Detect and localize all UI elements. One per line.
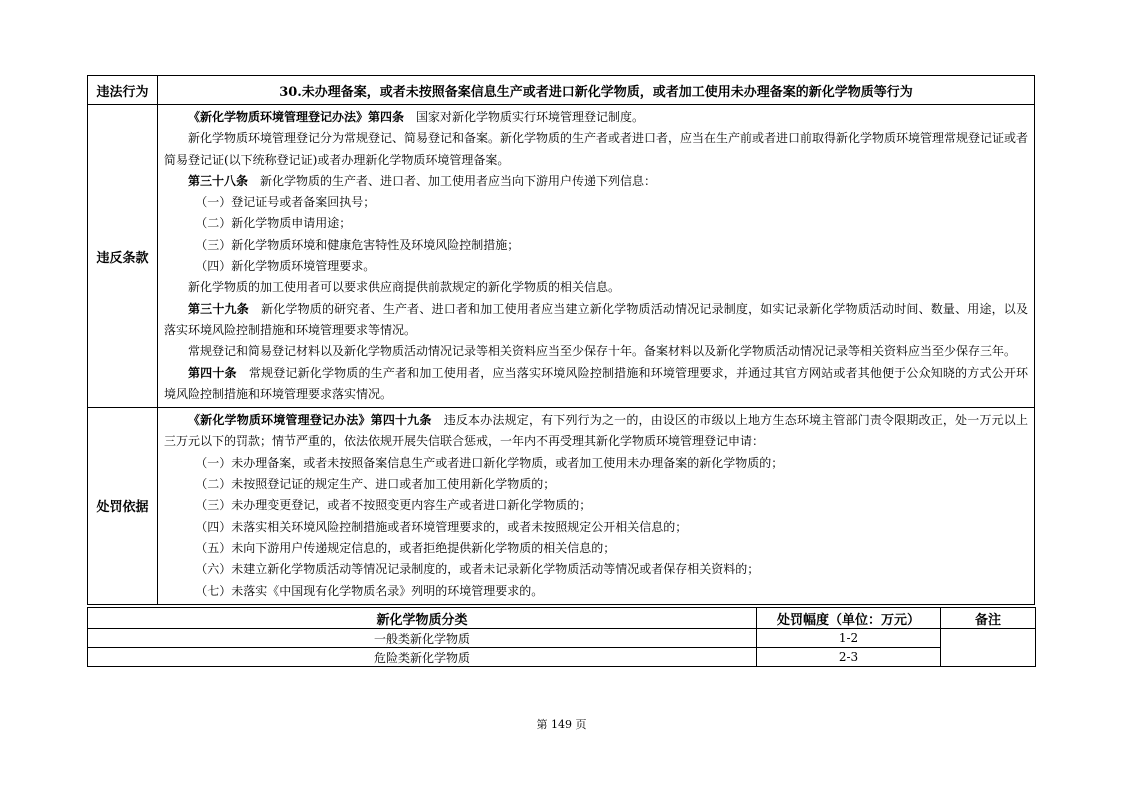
violation-row [88, 105, 1035, 408]
row-note [941, 629, 1036, 667]
article-39-title: 第三十九条 [188, 301, 249, 316]
article-40-title: 第四十条 [188, 365, 237, 380]
penalty-item-2: （二）未按照登记证的规定生产、进口或者加工使用新化学物质的； [195, 477, 556, 492]
header-category: 新化学物质分类 [88, 608, 757, 629]
violation-para-5 [164, 299, 1028, 342]
row-range: 1-2 [757, 629, 941, 648]
penalty-item-1: （一）未办理备案，或者未按照备案信息生产或者进口新化学物质，或者加工使用未办理备案的新化学物质的； [195, 455, 784, 470]
penalty-para-1 [164, 410, 1028, 453]
penalty-item-4: （四）未落实相关环境风险控制措施或者环境管理要求的，或者未按照规定公开相关信息的； [195, 519, 688, 534]
header-note: 备注 [941, 608, 1036, 629]
penalty-row [88, 408, 1035, 605]
violation-content [158, 105, 1035, 408]
article-4-title: 《新化学物质环境管理登记办法》第四条 [188, 110, 405, 124]
article-38-text: 新化学物质的生产者、进口者、加工使用者应当向下游用户传递下列信息： [248, 173, 657, 188]
row-category: 危险类新化学物质 [88, 648, 757, 667]
article-49-title: 《新化学物质环境管理登记办法》第四十九条 [188, 413, 432, 428]
penalty-item-5: （五）未向下游用户传递规定信息的，或者拒绝提供新化学物质的相关信息的； [195, 540, 616, 555]
row-range: 2-3 [757, 648, 941, 667]
violation-item-4: （四）新化学物质环境管理要求。 [195, 259, 376, 274]
article-39-text: 新化学物质的研究者、生产者、进口者和加工使用者应当建立新化学物质活动情况记录制度，如实记录新化学物质活动时间、数量、用途，以及落实环境风险控制措施和环境管理要求等情况。 [164, 301, 1028, 337]
penalty-item-7: （七）未落实《中国现有化学物质名录》列明的环境管理要求的。 [195, 583, 544, 598]
violation-item-2: （二）新化学物质申请用途； [195, 216, 352, 231]
violation-item-3: （三）新化学物质环境和健康危害特性及环境风险控制措施； [195, 237, 520, 252]
penalty-range-table [87, 607, 1036, 667]
penalty-range-header-row [88, 608, 1036, 629]
page-number: 第 149 页 [536, 718, 587, 731]
violation-label: 违反条款 [88, 105, 158, 408]
row-category: 一般类新化学物质 [88, 629, 757, 648]
violation-para-7 [164, 363, 1028, 406]
header-row [88, 76, 1035, 105]
table-row [88, 629, 1036, 648]
violation-para-1 [164, 107, 1028, 128]
penalty-item-6: （六）未建立新化学物质活动等情况记录制度的，或者未记录新化学物质活动等情况或者保存相关资料的； [195, 562, 760, 577]
penalty-item-3: （三）未办理变更登记，或者不按照变更内容生产或者进口新化学物质的； [195, 498, 592, 513]
violation-para-4: 新化学物质的加工使用者可以要求供应商提供前款规定的新化学物质的相关信息。 [188, 280, 621, 295]
header-range: 处罚幅度（单位：万元） [757, 608, 941, 629]
header-title: 30.未办理备案，或者未按照备案信息生产或者进口新化学物质，或者加工使用未办理备案的新化学物质等行为 [158, 76, 1035, 105]
violation-para-3 [164, 171, 1028, 192]
article-49-text: 违反本办法规定，有下列行为之一的，由设区的市级以上地方生态环境主管部门责令限期改正，处一万元以上三万元以下的罚款；情节严重的，依法依规开展失信联合惩戒，一年内不再受理其新化学物质环境管理登记申请： [164, 413, 1028, 449]
violation-para-6: 常规登记和简易登记材料以及新化学物质活动情况记录等相关资料应当至少保存十年。备案材料以及新化学物质活动情况记录等相关资料应当至少保存三年。 [188, 344, 1017, 359]
penalty-content [158, 408, 1035, 605]
article-40-text: 常规登记新化学物质的生产者和加工使用者，应当落实环境风险控制措施和环境管理要求，并通过其官方网站或者其他便于公众知晓的方式公开环境风险控制措施和环境管理要求落实情况。 [164, 365, 1028, 401]
violation-item-1: （一）登记证号或者备案回执号； [195, 195, 376, 210]
violation-para-2: 新化学物质环境管理登记分为常规登记、简易登记和备案。新化学物质的生产者或者进口者，应当在生产前或者进口前取得新化学物质环境管理常规登记证或者简易登记证(以下统称登记证)或者办理新化学物质环境管理备案。 [164, 131, 1029, 167]
header-label: 违法行为 [88, 76, 158, 105]
document-table [87, 75, 1035, 605]
table-row [88, 648, 1036, 667]
penalty-label: 处罚依据 [88, 408, 158, 605]
article-38-title: 第三十八条 [188, 173, 249, 188]
article-4-text: 国家对新化学物质实行环境管理登记制度。 [404, 110, 645, 124]
